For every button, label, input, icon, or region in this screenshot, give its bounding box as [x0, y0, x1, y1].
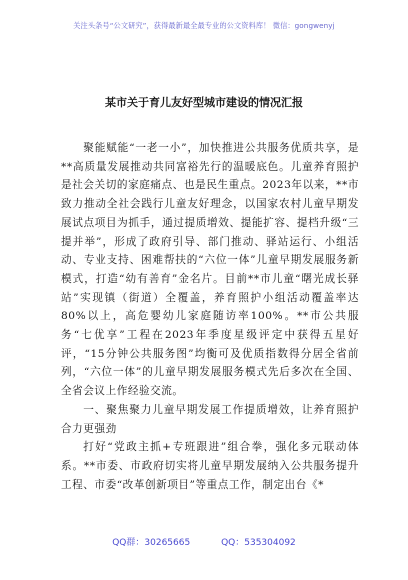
section-heading-1: 一、聚焦聚力儿童早期发展工作提质增效，让养育照护合力更强劲: [61, 403, 359, 435]
document-body: [61, 139, 359, 494]
document-title: 某市关于育儿友好型城市建设的情况汇报: [105, 96, 303, 109]
paragraph-intro: 聚能赋能“一老一小”，加快推进公共服务优质共享，是**高质量发展推动共同富裕先行的温暖底色。儿童养育照护是社会关切的家庭痛点、也是民生重点。2023年以来，**市致力推动全社会践行儿童友好理念，以国家农村儿童早期发展试点项目为抓手，通过提质增效、提能扩容、提档升级“三提并举”，形成了政府引导、部门推动、驿站运行、小组活动、专业支持、困难帮扶的“六位一体”儿童早期发展服务新模式，打造“幼有善育”金名片。目前**市儿童“曙光成长驿站”实现镇（街道）全覆盖，养育照护小组活动覆盖率达80%以上，高危婴幼儿家庭随访率100%。**市公共服务“七优享”工程在2023年季度星级评定中获得五星好评，“15分钟公共服务图”均衡可及优质指数得分居全省前列，“六位一体”的儿童早期发展服务模式先后多次在全国、全省会议上作经验交流。: [61, 142, 359, 398]
qq-number: QQ：535304092: [221, 538, 296, 548]
header-notice: 关注头条号“公文研究”，获得最新最全最专业的公文资料库！ 微信：gongwenyj: [73, 21, 335, 30]
paragraph-section-1: 打好“党政主抓+专班跟进”组合拳，强化多元联动体系。**市委、市政府切实将儿童早期发展纳入公共服务提升工程、市委“改革创新项目”等重点工作，制定出台《*: [61, 441, 359, 491]
footer-contact: [0, 535, 408, 548]
qq-group: QQ群：30265665: [112, 538, 191, 548]
